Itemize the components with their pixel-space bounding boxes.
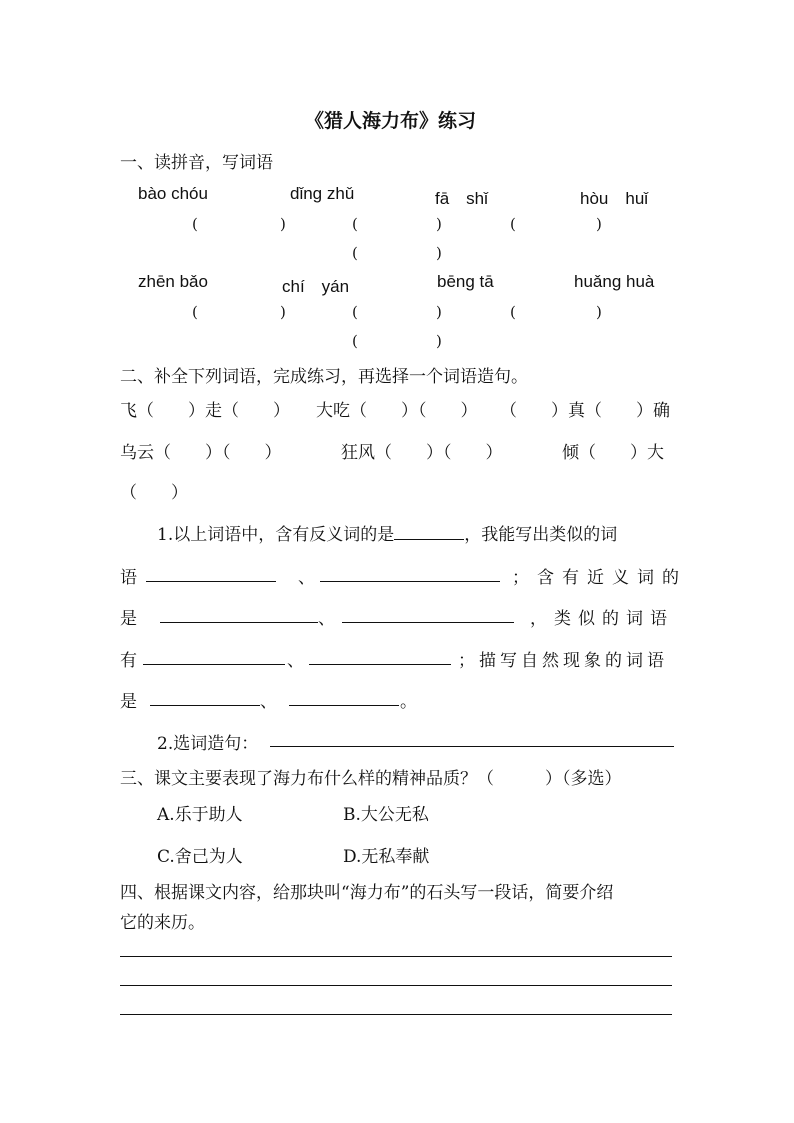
idiom-3: （ ）真（ ）确 <box>500 401 670 421</box>
q1-synonym-label: ；含有近义词的 <box>512 568 687 588</box>
writing-line[interactable] <box>120 1014 672 1015</box>
q1-nature-label: ；描写自然现象的词语 <box>458 651 668 671</box>
section3-heading: 三、课文主要表现了海力布什么样的精神品质？（ ）（多选） <box>120 769 622 789</box>
pinyin-7: bēng tā <box>437 272 494 291</box>
idiom-6-cont: （ ） <box>120 483 188 503</box>
answer-close: ) <box>436 215 442 233</box>
pinyin-6: chí yán <box>282 277 350 296</box>
q1-line4-label: 有 <box>120 651 137 671</box>
separator: 、 <box>298 568 315 588</box>
writing-line[interactable] <box>120 985 672 986</box>
answer-close: ) <box>280 215 286 233</box>
section4-heading-cont: 它的来历。 <box>120 913 205 933</box>
option-b[interactable]: B.大公无私 <box>343 805 429 825</box>
idiom-1: 飞（ ）走（ ） <box>120 401 290 421</box>
answer-open: ( <box>192 215 198 233</box>
q2-label: 2.选词造句： <box>157 734 259 754</box>
q1-line5-label: 是 <box>120 692 137 712</box>
q1-line3-label: 是 <box>120 609 137 629</box>
pinyin-3: fā shǐ <box>435 189 488 208</box>
option-c[interactable]: C.舍己为人 <box>157 847 243 867</box>
answer-close: ) <box>596 215 602 233</box>
separator: 、 <box>287 651 304 671</box>
section2-heading: 二、补全下列词语，完成练习，再选择一个词语造句。 <box>120 367 528 387</box>
separator: 、 <box>318 609 335 629</box>
option-a[interactable]: A.乐于助人 <box>157 805 243 825</box>
q1-blank-antonym[interactable] <box>394 523 464 540</box>
idiom-6: 倾（ ）大 <box>562 443 664 463</box>
answer-open: ( <box>352 244 358 262</box>
page-title: 《猎人海力布》练习 <box>305 110 477 132</box>
answer-open: ( <box>510 303 516 321</box>
q1-line2-label: 语 <box>120 568 137 588</box>
separator: 、 <box>260 692 277 712</box>
answer-open: ( <box>352 332 358 350</box>
q1-text: 1.以上词语中，含有反义词的是 ，我能写出类似的词 <box>157 525 618 545</box>
idiom-2: 大吃（ ）（ ） <box>316 401 478 421</box>
pinyin-2: dǐng zhǔ <box>290 184 355 203</box>
q1-blank-similar-4[interactable] <box>309 664 451 665</box>
pinyin-1: bào chóu <box>138 184 208 203</box>
answer-open: ( <box>352 215 358 233</box>
section4-heading: 四、根据课文内容，给那块叫“海力布”的石头写一段话，简要介绍 <box>120 883 614 903</box>
q1-blank-similar-1[interactable] <box>146 581 276 582</box>
pinyin-8: huǎng huà <box>574 272 655 291</box>
answer-open: ( <box>352 303 358 321</box>
q2-sentence-blank[interactable] <box>270 746 674 747</box>
answer-close: ) <box>280 303 286 321</box>
q1-similar-label: ，类似的词语 <box>530 609 674 629</box>
writing-line[interactable] <box>120 956 672 957</box>
answer-open: ( <box>510 215 516 233</box>
idiom-5: 狂风（ ）（ ） <box>341 443 503 463</box>
answer-open: ( <box>192 303 198 321</box>
answer-close: ) <box>596 303 602 321</box>
pinyin-4: hòu huǐ <box>580 189 649 208</box>
q1-blank-synonym[interactable] <box>160 622 318 623</box>
q1-blank-similar-2[interactable] <box>320 581 500 582</box>
period: 。 <box>400 692 417 712</box>
q1-blank-nature-1[interactable] <box>150 705 260 706</box>
q1-blank-similar-3[interactable] <box>143 664 285 665</box>
q1-blank-nature-2[interactable] <box>289 705 399 706</box>
answer-close: ) <box>436 244 442 262</box>
pinyin-5: zhēn bǎo <box>138 272 208 291</box>
section1-heading: 一、读拼音，写词语 <box>120 153 273 173</box>
answer-close: ) <box>436 303 442 321</box>
q1-blank-synonym-2[interactable] <box>342 622 514 623</box>
answer-close: ) <box>436 332 442 350</box>
option-d[interactable]: D.无私奉献 <box>343 847 430 867</box>
idiom-4: 乌云（ ）（ ） <box>120 443 282 463</box>
